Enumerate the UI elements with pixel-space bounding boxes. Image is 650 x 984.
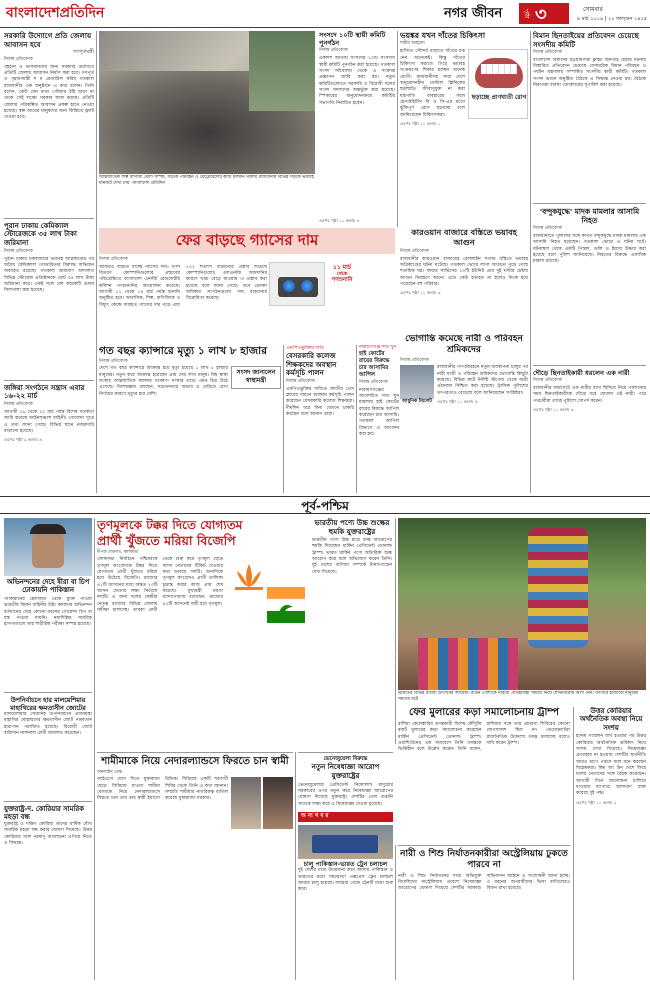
article-body: বাংলাদেশ বিমানের চট্টগ্রামগামী ফ্লাইট ছিনতাই চেষ্টার ঘটনায় বিস্তারিত প্রতিবেদন চেয়েছে বেসামরিক বিমান পরিবহন ও পর্যটন মন্ত্রণালয় সম্পর্কিত সংসদীয় স্থায়ী কমিটি। গতকাল সংসদ ভবনে অনুষ্ঠিত বৈঠকে এ সিদ্ধান্ত নেওয়া হয়। বৈঠকে নিরাপত্তা ব্যবস্থা জোরদারের সুপারিশ করা হয়েছে। (533, 57, 646, 89)
headline-workers: ভোগান্তি কমেছে নারী ও পরিবহন শ্রমিকদের (405, 334, 523, 356)
headline-bjp-line1: তৃণমূলকে টক্কর দিতে যোগ্যতম (97, 518, 243, 532)
article-body: রাশিয়া কেলেঙ্কারির তদন্তকারী বিশেষ কৌঁসুলি রবার্ট মুলারের কড়া সমালোচনা করেছেন মার্কিন প্রেসিডেন্ট ডোনাল্ড ট্রাম্প। ওয়াশিংটনের এক সমাবেশে তিনি তদন্তকে ভিত্তিহীন বলে উল্লেখ করেন। তিনি বলেন, রাশিয়ার সঙ্গে তার প্রচারণা শিবিরের কোনো যোগসাজশ ছিল না। ডেমোক্র্যাটরা রাজনৈতিক উদ্দেশ্যে তদন্ত চালাচ্ছে বলেও দাবি করেন ট্রাম্প। (398, 722, 570, 753)
gas-stove-illustration (269, 262, 325, 306)
continuation-note: এরপর পৃষ্ঠা ১১ কলাম ৫ (437, 398, 478, 404)
issue-day: সোমবার (583, 6, 603, 13)
byline: নিজস্ব প্রতিবেদক (359, 379, 388, 385)
photo-credit: -বাংলাদেশ প্রতিদিন (130, 180, 165, 186)
byline: নিজস্ব প্রতিবেদক (4, 56, 33, 62)
article-body: আগামী ১৬ থেকে ২২ মার্চ পর্যন্ত বিশেষ সতর্কতা জারি করেছে আইনশৃঙ্খলা বাহিনী। গোয়েন্দা সূত্রে এ তথ্য জানা গেছে। বিভিন্ন স্থানে নজরদারি বাড়ানো হয়েছে। (4, 409, 94, 434)
byline: নিজস্ব প্রতিবেদক (400, 357, 429, 363)
byline: নিজস্ব প্রতিবেদক (286, 379, 315, 384)
headline-cancer: গত বছর ক্যান্সারে মৃত্যু ১ লাখ ৮ হাজার (99, 345, 267, 357)
headline-committee: সংসদে ১০টি স্থায়ী কমিটি পুনর্গঠন (319, 31, 386, 48)
headline-teeth: ভয়ঙ্কর যখন দাঁতের চিকিৎসা (400, 31, 486, 40)
headline-court: হাই কোর্টের রায়ের বিরুদ্ধে চার আসামির আপিল (359, 350, 390, 378)
page-label: পৃষ্ঠা (523, 9, 531, 19)
committee-article (319, 31, 395, 227)
workers-photo-label: আধুনিক টয়লেট (400, 399, 434, 405)
headline-malaysia: উপনির্বাচনে হার মালয়েশিয়ার মাহাথিরের ক্ষমতাসীন জোটের (10, 695, 86, 712)
masthead (0, 0, 650, 28)
article-body: এমপিওভুক্তির দাবিতে জাতীয় প্রেস ক্লাবের সামনে অবস্থান কর্মসূচি পালন করেছেন বেসরকারি কলেজ শিক্ষকরা। দীর্ঘদিন ধরে বিনা বেতনে চাকরি করছেন বলে জানান তারা। (286, 386, 354, 418)
article-body: দুই দেশের মধ্যে উত্তেজনা কমে আসায় পাকিস্তান ও ভারতের মধ্যে সমঝোতা এক্সপ্রেস ট্রেন চলাচল আবার চালু হয়েছে। লাহোর থেকে ট্রেনটি যাত্রা শুরু করে। (298, 868, 393, 893)
hearing-label: গণশুনানি (331, 277, 353, 284)
teeth-article (400, 31, 528, 227)
cancer-subhead: সংসদ জানালেন স্বাস্থ্যমন্ত্রী (231, 366, 281, 388)
hearing-date: ১১ মার্চ (332, 264, 352, 271)
byline: অনলাইন ডেস্ক (97, 769, 122, 775)
left-column (4, 31, 94, 493)
venezuela-tag: ভেনেজুয়েলা বিরুদ্ধে (323, 756, 368, 762)
headline-muller: ফের মুলারের কড়া সমালোচনায় ট্রাম্প (409, 707, 559, 718)
section-title-international: পূর্ব-পশ্চিম (301, 499, 349, 513)
headline-teachers: বেসরকারি কলেজ শিক্ষকদের অবস্থান কর্মসূচি পালন (286, 351, 337, 378)
photo-caption-text: আন্তর্জাতিক শিল্প বাণিজ্য মেলা সম্পন্ন, সড়কে পরিবহন ও মেট্রোরেলের কাজ চলমান থাকায় রাজধানীর বিভিন্ন সড়কে ভয়াবহ যানজট দেখা দেয় (99, 175, 314, 186)
gas-banner (99, 228, 395, 254)
article-body: রাজধানীর ফার্মগেটে এক নারীর ব্যাগ ছিনিয়ে নিয়ে পালানোর সময় ছিনতাইকারীকে দৌড়ে ধরে ফেলেন ওই নারী। পরে পথচারীরা তাকে পুলিশে সোপর্দ করেন। (533, 386, 646, 404)
continuation-note: এরপর পৃষ্ঠা ১১ কলাম ৪ (319, 218, 360, 224)
abhinandan-photo (4, 518, 92, 576)
train-photo (298, 825, 393, 859)
teacher-article (286, 345, 354, 495)
hearing-from: থেকে (336, 271, 348, 278)
article-body: রাজধানীর কারওয়ান বাজারের রেললাইন সংলগ্ন বস্তিতে ভয়াবহ অগ্নিকাণ্ডের ঘটনা ঘটেছে। গতকাল ভোরে লাগা আগুনে পুড়ে গেছে শতাধিক ঘর। ফায়ার সার্ভিসের ১০টি ইউনিট প্রায় দুই ঘণ্টার চেষ্টায় আগুন নিয়ন্ত্রণে আনে। এতে কেউ হতাহত না হলেও নিঃস্ব হয়ে পড়েছেন বহু পরিবার। (400, 256, 528, 288)
headline-plane: বিমান ছিনতাইয়ের প্রতিবেদন চেয়েছে সংসদীয় কমিটি (533, 31, 639, 49)
court-article (359, 345, 399, 495)
byline: নিজস্ব প্রতিবেদক (533, 50, 562, 55)
cancer-article (99, 345, 281, 495)
bjp-article (97, 518, 307, 750)
shamima-photos (231, 777, 293, 829)
section-title: নগর জীবন (444, 6, 503, 21)
issue-date: ৪ মার্চ ২০১৯ | ২০ ফাল্গুন ১৪২৫ (576, 16, 647, 22)
headline-housing-tag: গণপূর্তমন্ত্রী (72, 49, 94, 55)
headline-gunfight: 'বন্দুকযুদ্ধে' মাদক মামলার আসামি নিহত (539, 206, 640, 226)
byline: নিজস্ব প্রতিবেদক (99, 358, 128, 364)
article-body: গৃহহীন ও ভাসমানদের জন্য সরকারি উদ্যোগে প্রতিটি জেলায় আবাসন নির্মাণ করা হবে। গণপূর্ত ও গৃহায়ণমন্ত্রী শ ম রেজাউল করিম গতকাল রাজধানীর এক অনুষ্ঠানে এ কথা বলেন। তিনি বলেন, কেউ যেন মাথা গোঁজার ঠাঁই ছাড়া না থাকে সেই লক্ষ্যে সরকার কাজ করছে। প্রতিটি জেলায় পরিকল্পিত আবাসন প্রকল্প হাতে নেওয়া হয়েছে। স্বল্প আয়ের মানুষদের জন্য কিস্তিতে ফ্ল্যাট দেওয়া হবে। (4, 64, 94, 121)
article-body: রাজধানীতে পুলিশের সঙ্গে কথিত বন্দুকযুদ্ধে মাদক মামলার এক আসামি নিহত হয়েছেন। গতকাল ভোরে এ ঘটনা ঘটে। ঘটনাস্থল থেকে একটি পিস্তল, গুলি ও ইয়াবা উদ্ধার করা হয়েছে বলে পুলিশ জানিয়েছে। নিহতের বিরুদ্ধে একাধিক মামলা রয়েছে। (533, 234, 646, 265)
headline-militant: জঙ্গিরা সংগঠনে সন্ত্রাস এবার ১৬-২২ মার্চ (4, 383, 85, 401)
lotus-icon (231, 561, 267, 591)
article-body: একাদশ জাতীয় সংসদের ১০টি সংসদীয় স্থায়ী কমিটি পুনর্গঠন করা হয়েছে। গতকাল সংসদ সচিবালয় থেকে এ সংক্রান্ত প্রজ্ঞাপন জারি করা হয়। নতুন কমিটিগুলোতে সরকারি ও বিরোধী দলের সংসদ সদস্যদের অন্তর্ভুক্ত করা হয়েছে। স্পিকারের অনুমোদনক্রমে কমিটির সভাপতি নির্বাচিত হবেন। (319, 56, 395, 106)
teacher-tag: এমপিওভুক্তির দাবি (286, 345, 324, 351)
continuation-note: এরপর পৃষ্ঠা ৯ কলাম ৩ (4, 437, 42, 443)
byline: নিজস্ব প্রতিবেদক (4, 248, 33, 254)
fire-article (400, 228, 528, 332)
newspaper-logo: বাংলাদেশপ্রতিদিন (6, 5, 105, 21)
headline-venezuela: নতুন নিষেধাজ্ঞা আরোপ যুক্তরাষ্ট্রের (311, 763, 380, 781)
article-body: যুক্তরাষ্ট্র ও দক্ষিণ কোরিয়া তাদের বার্ষিক যৌথ সামরিক মহড়া বন্ধ করার ঘোষণা দিয়েছে। উত্তর কোরিয়ার সঙ্গে পরমাণু আলোচনা এগিয়ে নিতে এ সিদ্ধান্ত। (4, 821, 92, 846)
page-number: ৩ (535, 4, 547, 25)
workers-photo (400, 365, 434, 405)
continuation-note: এরপর পৃষ্ঠা ১১ কলাম ৩ (533, 407, 574, 413)
article-body: হাসিতে সৌন্দর্য বাড়াতে দাঁতের যত্ন নেন অনেকেই। কিন্তু দাঁতের চিকিৎসা করাতে গিয়ে ভয়াবহ সংক্রমণের শিকার হচ্ছেন অনেক রোগী। রাজধানীসহ সারা দেশে অনুমোদনহীন ডেন্টাল ক্লিনিকের ছড়াছড়ি। জীবাণুমুক্ত না করা যন্ত্রপাতি ব্যবহারের ফলে হেপাটাইটিস বি ও সি-এর মতো ঝুঁকিপূর্ণ রোগ ছড়াচ্ছে বলে জানিয়েছেন চিকিৎসকরা। (400, 49, 465, 118)
continuation-note: এরপর পৃষ্ঠা ১১ কলাম ১ (400, 120, 441, 126)
article-body: ভেনেজুয়েলার প্রেসিডেন্ট নিকোলাস মাদুরোর সরকারের ওপর নতুন করে নিষেধাজ্ঞা আরোপের ঘোষণা দিয়েছে যুক্তরাষ্ট্র। দেশটির তেল রপ্তানি খাতকে লক্ষ্য করে এ নিষেধাজ্ঞা দেওয়া হয়েছে। (298, 782, 393, 807)
article-body: নারায়ণগঞ্জের আলোচিত সাত খুন মামলায় হাই কোর্টের রায়ের বিরুদ্ধে আপিল করেছেন চার আসামি। গতকাল আপিল বিভাগে এ আবেদন করা হয়। (359, 387, 399, 437)
nkorea-article (576, 707, 646, 980)
headline-fire: কারওয়ান বাজারে বস্তিতে ভয়াবহ আগুন (411, 228, 517, 247)
headline-abhinandan: অভিনন্দনের দেহে ষীরা বা চিপ ঢোকায়নি পাকিস্তান (6, 578, 90, 595)
muller-article (398, 707, 570, 843)
headline-chemical: পুরান ঢাকায় কেমিক্যাল স্টোরেজকে ৩৫ লাখ টাকা জরিমানা (4, 221, 77, 248)
traffic-photo (99, 31, 315, 174)
headline-bjp-line2: প্রার্থী খুঁজতে মরিয়া বিজেপি (97, 533, 236, 548)
hearing-note (327, 264, 357, 284)
workers-article (400, 334, 528, 494)
article-body: হ্যানয় সম্মেলন ব্যর্থ হওয়ার পর উত্তর কোরিয়ার অর্থনৈতিক ভবিষ্যৎ নিয়ে সংশয় দেখা দিয়েছে। নিষেধাজ্ঞা প্রত্যাহার না হওয়ায় দেশটির অর্থনীতি আরও চাপে পড়বে বলে মনে করছেন বিশ্লেষকরা। কিম জং উন দেশে ফিরে দলের নেতাদের সঙ্গে বৈঠক করেছেন। আগামী দিনে আলোচনা চালিয়ে যাওয়ার ব্যাপারে আশাবাদ ব্যক্ত করেছে দুই পক্ষ। (576, 734, 646, 797)
india-tariff-article (312, 518, 392, 748)
headline-australia: নারী ও শিশু নির্যাতনকারীরা অস্ট্রেলিয়ায় ঢুকতে পারবে না (400, 849, 568, 870)
international-section-banner (0, 496, 650, 514)
byline: শামীম আহমেদ (400, 41, 425, 47)
australia-article (398, 845, 570, 981)
headline-shamima: শামীমাকে নিয়ে নেদারল্যান্ডসে ফিরতে চান স্বামী (101, 756, 289, 767)
gas-article (99, 256, 395, 344)
byline: দীপক দেবনাথ, কলকাতা (97, 549, 139, 555)
teeth-photo (468, 49, 528, 119)
headline-snatcher: দৌড়ে ছিনতাইকারী ধরলেন এক নারী (533, 369, 630, 378)
teeth-image-label: ছড়াচ্ছে প্রাণঘাতী রোগ (471, 94, 527, 102)
other-news-banner: অ ন্য খ ব র (298, 812, 393, 822)
byline: নিজস্ব প্রতিবেদক (400, 249, 429, 254)
byline: নিজস্ব প্রতিবেদক (533, 226, 562, 232)
party-symbols (227, 557, 307, 627)
headline-nkorea: উত্তর কোরিয়ার অর্থনৈতিক অবস্থা নিয়ে সংশয় (579, 707, 643, 732)
headline-korea-drill: যুক্তরাষ্ট্র-দ. কোরিয়ার সামরিক মহড়া বন্ধ (4, 804, 84, 822)
article-body: আবারও বাড়তে যাচ্ছে গ্যাসের দাম। গ্যাস বিতরণ কোম্পানিগুলোর প্রস্তাবের পরিপ্রেক্ষিতে বাংলাদেশ এনার্জি রেগুলেটরি কমিশন গণশুনানির আয়োজন করেছে। আগামী ১১ থেকে ১৪ মার্চ পর্যন্ত শুনানি অনুষ্ঠিত হবে। আবাসিক, শিল্প, বাণিজ্যিক ও বিদ্যুৎ কেন্দ্রে ব্যবহৃত গ্যাসের দাম গড়ে প্রায় ১০২ শতাংশ বাড়ানোর প্রস্তাব দিয়েছে কোম্পানিগুলো। এলএনজি আমদানির কারণে খরচ বেড়ে যাওয়ায় এ প্রস্তাব করা হয়েছে বলে জানা গেছে। তবে ভোক্তা অধিকার সংগঠনগুলো দাম বাড়ানোর বিরোধিতা করেছে। (99, 264, 267, 308)
byline: নিজস্ব প্রতিবেদক (4, 402, 33, 408)
festival-photo (398, 518, 646, 690)
court-tag: নারায়ণগঞ্জে সাত খুন (359, 345, 396, 350)
right-column (533, 31, 646, 493)
continuation-note: এরপর পৃষ্ঠা ১১ কলাম ৩ (400, 290, 441, 296)
byline: নিজস্ব প্রতিবেদক (533, 378, 562, 384)
headline-gas: ফের বাড়ছে গ্যাসের দাম (175, 231, 319, 249)
abhinandan-article (4, 518, 92, 980)
article-body: নারী ও শিশু নির্যাতনের দায়ে অভিযুক্ত বিদেশিদের অস্ট্রেলিয়ায় প্রবেশে নিষেধাজ্ঞা আরোপের ঘোষণা দিয়েছে দেশটির সরকার। অভিবাসন আইনে এ সংশোধনী আনা হচ্ছে। এ ধরনের অপরাধীদের ভিসা বাতিলেরও বিধান রাখা হয়েছে। (398, 873, 570, 892)
headline-housing: সরকারি উদ্যোগে প্রতি জেলায় আবাসন হবে (4, 31, 92, 49)
continuation-note: এরপর পৃষ্ঠা ১১ কলাম ২ (576, 799, 617, 805)
article-body: লোকসভা নির্বাচনে পশ্চিমবঙ্গে তৃণমূল কংগ্রেসকে টক্কর দিতে যোগ্যতম প্রার্থী খুঁজতে মরিয়া হয়ে উঠেছে বিজেপি। রাজ্যের ৪২টি আসনের মধ্যে অন্তত ২৩টি আসন জেতার লক্ষ্য নিয়েছে দলটি। এ জন্য দলের কেন্দ্রীয় নেতৃত্ব রাজ্যের বিভিন্ন জেলায় সমীক্ষা চালাচ্ছে। তারকা প্রার্থী থেকে শুরু করে তৃণমূল ছেড়ে আসা নেতাদের টিকিট দেওয়ার কথা ভাবছে দলটি। অন্যদিকে তৃণমূল কংগ্রেসও প্রার্থী তালিকা চূড়ান্ত করার কাজ প্রায় শেষ করেছে। মুখ্যমন্ত্রী মমতা বন্দ্যোপাধ্যায় বলেছেন, রাজ্যের ৪২টি আসনেই জয়ী হবে তৃণমূল। (97, 557, 223, 614)
venezuela-article (298, 752, 393, 980)
headline-india-tariff: ভারতীয় পণ্যে উচ্চ শুল্কের হুমকি যুক্তরাষ্ট্রের (314, 518, 390, 536)
article-body: রাজধানীর গণপরিবহনে নতুন ব্যবস্থাপনা চালুর পর নারী যাত্রী ও পরিবহন শ্রমিকদের ভোগান্তি কিছুটা কমেছে। বিভিন্ন রুটে নির্দিষ্ট স্টপেজ থেকে যাত্রী ওঠানামা নিশ্চিত করা হয়েছে। ট্রাফিক পুলিশের তৎপরতাও বেড়েছে বলে জানিয়েছেন সংশ্লিষ্টরা। (437, 365, 528, 396)
article-body: পুরান ঢাকার চকবাজারে ভয়াবহ অগ্নিকাণ্ডের পর অবৈধ কেমিক্যাল গোডাউনের বিরুদ্ধে অভিযান অব্যাহত রয়েছে। গতকাল ভ্রাম্যমাণ আদালত বিভিন্ন স্টোরেজ প্রতিষ্ঠানকে মোট ৩৫ লাখ টাকা জরিমানা করে। একই সঙ্গে বেশ কয়েকটি গুদাম সিলগালা করা হয়েছে। (4, 256, 94, 294)
article-body: আইএসে যোগ দিতে যুক্তরাজ্য ছেড়ে সিরিয়ায় যাওয়া শামীমা বেগমকে নিয়ে নেদারল্যান্ডসে ফিরতে চান তার ডাচ স্বামী ইয়াগো রিডিক। সিরিয়ার একটি শরণার্থী শিবির থেকে তিনি এ কথা জানান। সম্প্রতি শামীমার নাগরিকত্ব বাতিল করেছে যুক্তরাজ্য সরকার। (97, 777, 228, 802)
article-body: পাকিস্তানের হেফাজত থেকে মুক্তি পাওয়া ভারতীয় বিমান বাহিনীর উইং কমান্ডার অভিনন্দন বর্তমানের দেহে কোনো ধরনের গোয়েন্দা চিপ বা যন্ত্র পাওয়া যায়নি। নয়াদিল্লির সামরিক হাসপাতালে তার শারীরিক পরীক্ষা সম্পন্ন হয়েছে। (4, 596, 92, 628)
festival-caption: ভারতের বিভিন্ন রাজ্যে উৎসবের আমেজ। রঙিন পোশাকে নারীরা ঐতিহ্যবাহী সামগ্রী নিয়ে শোভাযাত্রায় অংশ নেন। উৎসবে হাজারো মানুষের সমাগম ঘটে (398, 691, 639, 702)
shamima-article (97, 752, 293, 980)
article-body: মালয়েশিয়ার সেমেনিহ উপনির্বাচনে প্রধানমন্ত্রী মাহাথির মোহাম্মদের ক্ষমতাসীন জোট পাকাতান হারাপান পরাজিত হয়েছে। বিরোধী জোট বারিসান ন্যাশনাল প্রার্থী জয়লাভ করেছেন। (4, 711, 92, 736)
tmc-flag-icon (267, 587, 305, 623)
article-body: ভারতীয় পণ্যে উচ্চ হারে শুল্ক আরোপের হুমকি দিয়েছেন মার্কিন প্রেসিডেন্ট ডোনাল্ড ট্রাম্প। ভারত মার্কিন পণ্যে অতিরিক্ত শুল্ক আরোপ করে বলে অভিযোগ করেন তিনি। দুই দেশের বাণিজ্য সম্পর্কে টানাপোড়েন দেখা দিয়েছে। (312, 538, 392, 575)
byline: নিজস্ব প্রতিবেদক (99, 257, 128, 262)
headline-train: চালু পাকিস্তান-ভারত ট্রেন চলাচল (303, 860, 388, 868)
byline: নিজস্ব প্রতিবেদক (319, 48, 348, 54)
photo-caption (99, 175, 315, 193)
article-body: দেশে গত বছর ক্যান্সারে আক্রান্ত হয়ে মৃত্যু হয়েছে ১ লাখ ৮ হাজার মানুষের। নতুন করে আক্রান্ত হয়েছেন প্রায় দেড় লাখ মানুষ। বিশ্ব স্বাস্থ্য সংস্থার আন্তর্জাতিক ক্যান্সার গবেষণা সংস্থার তথ্যে এমন চিত্র উঠে এসেছে। বিশেষজ্ঞরা বলছেন, সচেতনতার অভাব ও দেরিতে রোগ নির্ণয়ের কারণে মৃত্যুর হার বেশি। (99, 366, 228, 397)
